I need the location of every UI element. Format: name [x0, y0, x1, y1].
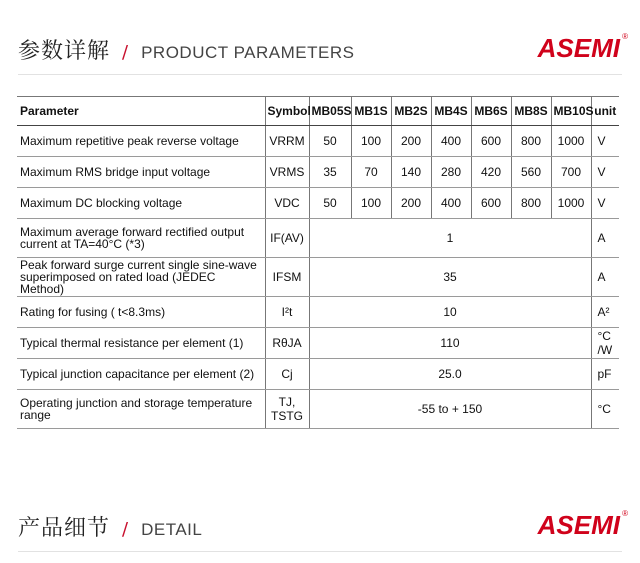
row-unit: A: [591, 258, 619, 297]
row-parameter: Maximum DC blocking voltage: [17, 188, 265, 219]
title-slash: /: [122, 519, 130, 540]
row-unit: V: [591, 126, 619, 157]
row-unit: V: [591, 188, 619, 219]
table-row: [17, 359, 619, 390]
header-mb4s: MB4S: [431, 97, 471, 126]
row-value: 1000: [551, 188, 591, 219]
row-value: 100: [351, 188, 391, 219]
section-header-parameters: [18, 28, 628, 68]
row-symbol: I²t: [265, 297, 309, 328]
row-value: 800: [511, 188, 551, 219]
row-value: 600: [471, 126, 511, 157]
row-value: 100: [351, 126, 391, 157]
row-parameter: Rating for fusing ( t<8.3ms): [17, 297, 265, 328]
row-value: 50: [309, 188, 351, 219]
row-unit: °C: [591, 390, 619, 429]
row-unit: pF: [591, 359, 619, 390]
row-unit: A²: [591, 297, 619, 328]
logo-registered-mark: ®: [622, 32, 628, 41]
row-symbol: VRMS: [265, 157, 309, 188]
header-mb8s: MB8S: [511, 97, 551, 126]
row-value-merged: 1: [309, 219, 591, 258]
row-unit: A: [591, 219, 619, 258]
table-row: [17, 126, 619, 157]
section-divider: [18, 74, 622, 75]
parameters-table: [17, 96, 619, 429]
table-row: [17, 390, 619, 429]
header-mb2s: MB2S: [391, 97, 431, 126]
row-value: 400: [431, 126, 471, 157]
row-parameter: Maximum average forward rectified output current at TA=40°C (*3): [17, 219, 265, 258]
header-unit: unit: [591, 97, 619, 126]
row-parameter: Peak forward surge current single sine-wave superimposed on rated load (JEDEC Method): [17, 258, 265, 297]
row-value: 1000: [551, 126, 591, 157]
header-mb10s: MB10S: [551, 97, 591, 126]
row-value-merged: 110: [309, 328, 591, 359]
header-mb05s: MB05S: [309, 97, 351, 126]
table-row: [17, 219, 619, 258]
row-value: 200: [391, 188, 431, 219]
table-row: [17, 297, 619, 328]
row-symbol: Cj: [265, 359, 309, 390]
title-slash: /: [122, 42, 130, 63]
row-parameter: Typical junction capacitance per element (2): [17, 359, 265, 390]
logo-wordmark: ASEMI: [537, 33, 620, 63]
section-title: [18, 511, 202, 542]
header-mb6s: MB6S: [471, 97, 511, 126]
row-value: 560: [511, 157, 551, 188]
table-header-row: [17, 97, 619, 126]
row-value: 280: [431, 157, 471, 188]
row-value: 200: [391, 126, 431, 157]
row-unit: V: [591, 157, 619, 188]
row-value-merged: 35: [309, 258, 591, 297]
logo-wordmark: ASEMI: [537, 510, 620, 540]
row-symbol: RθJA: [265, 328, 309, 359]
row-symbol: VRRM: [265, 126, 309, 157]
row-parameter: Maximum RMS bridge input voltage: [17, 157, 265, 188]
row-value: 700: [551, 157, 591, 188]
row-value: 420: [471, 157, 511, 188]
row-parameter: Typical thermal resistance per element (1): [17, 328, 265, 359]
row-value-merged: 10: [309, 297, 591, 328]
row-value: 140: [391, 157, 431, 188]
section-title-en: DETAIL: [141, 520, 203, 539]
logo-registered-mark: ®: [622, 509, 628, 518]
row-value: 35: [309, 157, 351, 188]
row-symbol: TJ, TSTG: [265, 390, 309, 429]
section-divider: [18, 551, 622, 552]
row-parameter: Maximum repetitive peak reverse voltage: [17, 126, 265, 157]
row-value-merged: -55 to + 150: [309, 390, 591, 429]
row-unit: °C /W: [591, 328, 619, 359]
section-header-detail: [18, 505, 628, 545]
header-mb1s: MB1S: [351, 97, 391, 126]
row-symbol: IFSM: [265, 258, 309, 297]
asemi-logo: [537, 32, 628, 63]
table-row: [17, 258, 619, 297]
row-symbol: VDC: [265, 188, 309, 219]
header-parameter: Parameter: [17, 97, 265, 126]
section-title-cn: 产品细节: [18, 516, 111, 541]
header-symbol: Symbol: [265, 97, 309, 126]
section-title-cn: 参数详解: [18, 39, 111, 64]
row-parameter: Operating junction and storage temperature range: [17, 390, 265, 429]
table-row: [17, 157, 619, 188]
asemi-logo: [537, 509, 628, 540]
section-title: [18, 34, 354, 65]
table-row: [17, 328, 619, 359]
row-value: 800: [511, 126, 551, 157]
table-row: [17, 188, 619, 219]
row-value: 600: [471, 188, 511, 219]
row-value: 50: [309, 126, 351, 157]
row-symbol: IF(AV): [265, 219, 309, 258]
row-value: 70: [351, 157, 391, 188]
row-value-merged: 25.0: [309, 359, 591, 390]
row-value: 400: [431, 188, 471, 219]
section-title-en: PRODUCT PARAMETERS: [141, 43, 355, 62]
